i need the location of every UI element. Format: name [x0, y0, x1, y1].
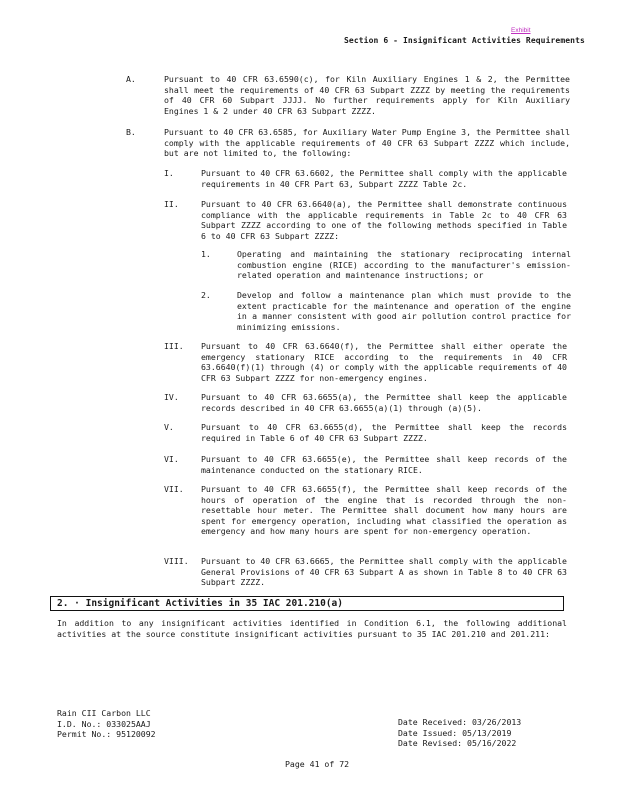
subitem-text-viii: Pursuant to 40 CFR 63.6665, the Permittee shall comply with the applicable General Provisions of 40 CFR 63 Subpart A as shown in Table 8 to 40 CFR 63 Subpart ZZZZ. — [201, 556, 567, 588]
item-text-a: Pursuant to 40 CFR 63.6590(c), for Kiln Auxiliary Engines 1 & 2, the Permittee shall meet the requirements of 40 CFR 63 Subpart ZZZZ by meeting the requirements of 40 CFR 60 Subpart JJJJ. No further requirements apply for Kiln Auxiliary Engines 1 & 2 under 40 CFR 63 Subpart ZZZZ. — [164, 74, 570, 116]
method-label-2: 2. — [201, 290, 211, 300]
section-2-title: 2. · Insignificant Activities in 35 IAC 201.210(a) — [57, 598, 343, 609]
subitem-label-viii: VIII. — [164, 556, 189, 566]
subitem-text-vii: Pursuant to 40 CFR 63.6655(f), the Permittee shall keep records of the hours of operation of the engine that is recorded through the non-resettable hour meter. The Permittee shall document how many hours are spent for emergency operation, including what classified the operation as emergency and how many hours are spent for non-emergency operation. — [201, 484, 567, 537]
page-number: Page 41 of 72 — [285, 759, 350, 769]
subitem-label-vii: VII. — [164, 484, 184, 494]
method-text-1: Operating and maintaining the stationary reciprocating internal combustion engine (RICE) according to the manufacturer's emission-related operation and maintenance instructions; or — [237, 249, 571, 281]
subitem-text-iv: Pursuant to 40 CFR 63.6655(a), the Permittee shall keep the applicable records described in 40 CFR 63.6655(a)(1) through (a)(5). — [201, 392, 567, 413]
subitem-label-iii: III. — [164, 341, 184, 351]
method-text-2: Develop and follow a maintenance plan which must provide to the extent practicable for the maintenance and operation of the engine in a manner consistent with good air pollution control practice for minimizing emissions. — [237, 290, 571, 332]
item-text-b: Pursuant to 40 CFR 63.6585, for Auxiliary Water Pump Engine 3, the Permittee shall comply with the applicable requirements of 40 CFR 63 Subpart ZZZZ which include, but are not limited to, the following: — [164, 127, 570, 159]
subitem-text-i: Pursuant to 40 CFR 63.6602, the Permittee shall comply with the applicable requirements in 40 CFR Part 63, Subpart ZZZZ Table 2c. — [201, 168, 567, 189]
section-2-body: In addition to any insignificant activities identified in Condition 6.1, the following additional activities at the source constitute insignificant activities pursuant to 35 IAC 201.210 and 201.211: — [57, 618, 567, 639]
subitem-text-iii: Pursuant to 40 CFR 63.6640(f), the Permittee shall either operate the emergency stationary RICE according to the requirements in 40 CFR 63.6640(f)(1) through (4) or comply with the applicable requirements of 40 CFR 63 Subpart ZZZZ for non-emergency engines. — [201, 341, 567, 383]
running-header: Section 6 - Insignificant Activities Requirements — [344, 36, 585, 45]
subitem-label-vi: VI. — [164, 454, 179, 464]
method-label-1: 1. — [201, 249, 211, 259]
subitem-label-ii: II. — [164, 199, 179, 209]
footer-dates: Date Received: 03/26/2013 Date Issued: 05/13/2019 Date Revised: 05/16/2022 — [398, 717, 522, 749]
section-2-header — [50, 596, 564, 611]
subitem-label-i: I. — [164, 168, 174, 178]
item-label-a: A. — [126, 74, 136, 84]
subitem-text-ii: Pursuant to 40 CFR 63.6640(a), the Permittee shall demonstrate continuous compliance with the applicable requirements in Table 2c to 40 CFR 63 Subpart ZZZZ according to one of the following methods specified in Table 6 to 40 CFR 63 Subpart ZZZZ: — [201, 199, 567, 241]
exhibit-stamp: Exhibit — [511, 27, 531, 34]
subitem-text-v: Pursuant to 40 CFR 63.6655(d), the Permittee shall keep the records required in Table 6 of 40 CFR 63 Subpart ZZZZ. — [201, 422, 567, 443]
subitem-label-iv: IV. — [164, 392, 179, 402]
subitem-text-vi: Pursuant to 40 CFR 63.6655(e), the Permittee shall keep records of the maintenance conducted on the stationary RICE. — [201, 454, 567, 475]
footer-source-info: Rain CII Carbon LLC I.D. No.: 033025AAJ Permit No.: 95120092 — [57, 708, 156, 740]
subitem-label-v: V. — [164, 422, 174, 432]
item-label-b: B. — [126, 127, 136, 137]
